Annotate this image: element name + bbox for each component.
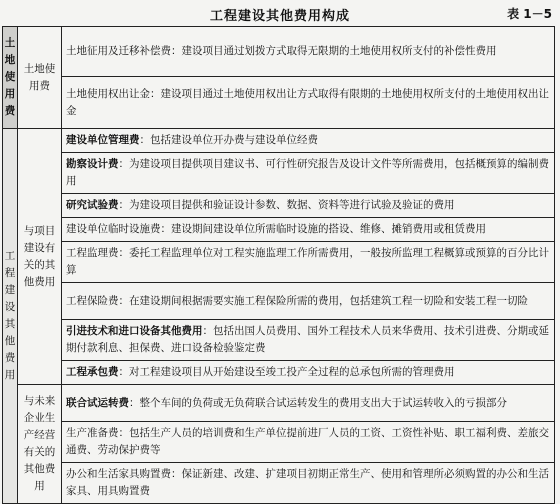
cost-item-cell: 建设单位临时设施费：建设期间建设单位所需临时设施的搭设、维修、摊销费用或租赁费用 xyxy=(62,218,555,242)
cost-item-cell: 研究试验费：为建设项目提供和验证设计参数、数据、资料等进行试验及验证的费用 xyxy=(62,194,555,218)
cost-item-cell: 生产准备费：包括生产人员的培训费和生产单位提前进厂人员的工资、工资性补贴、职工福利费、差旅交通费、劳动保护费等 xyxy=(62,422,555,463)
subcategory-cell-land: 土地使用费 xyxy=(18,27,62,129)
table-row xyxy=(3,422,555,463)
cost-composition-table xyxy=(2,26,555,504)
table-title: 工程建设其他费用构成 xyxy=(209,9,350,24)
table-row xyxy=(3,129,555,153)
table-row xyxy=(3,77,555,129)
cost-item-cell: 工程保险费：在建设期间根据需要实施工程保险所需的费用，包括建筑工程一切险和安装工程一切险 xyxy=(62,283,555,320)
table-row xyxy=(3,153,555,194)
table-row xyxy=(3,385,555,422)
table-row xyxy=(3,361,555,385)
table-row xyxy=(3,194,555,218)
cost-item-cell: 工程承包费：对工程建设项目从开始建设至竣工投产全过程的总承包所需的管理费用 xyxy=(62,361,555,385)
table-row xyxy=(3,320,555,361)
table-row xyxy=(3,27,555,77)
cost-item-cell: 建设单位管理费：包括建设单位开办费与建设单位经费 xyxy=(62,129,555,153)
land-requisition-cell: 土地征用及迁移补偿费：建设项目通过划拨方式取得无限期的土地使用权所支付的补偿性费用 xyxy=(62,27,555,77)
table-row xyxy=(3,242,555,283)
category-cell-other: 工程建设其他费用 xyxy=(3,129,18,504)
table-row xyxy=(3,463,555,504)
category-cell-land: 土地使用费 xyxy=(3,27,18,129)
table-number: 表 1－5 xyxy=(507,7,552,21)
cost-item-cell: 工程监理费：委托工程监理单位对工程实施监理工作所需费用，一般按所监理工程概算或预算的百分比计算 xyxy=(62,242,555,283)
table-row xyxy=(3,283,555,320)
cost-item-cell: 引进技术和进口设备其他费用：包括出国人员费用、国外工程技术人员来华费用、技术引进费、分期或延期付款利息、担保费、进口设备检验鉴定费 xyxy=(62,320,555,361)
cost-item-cell: 办公和生活家具购置费：保证新建、改建、扩建项目初期正常生产、使用和管理所必须购置的办公和生活家具、用具购置费 xyxy=(62,463,555,504)
cost-item-cell: 勘察设计费：为建设项目提供项目建议书、可行性研究报告及设计文件等所需费用，包括概预算的编制费用 xyxy=(62,153,555,194)
table-header xyxy=(0,0,560,26)
land-transfer-fee-cell: 土地使用权出让金：建设项目通过土地使用权出让方式取得有限期的土地使用权所支付的土地使用权出让金 xyxy=(62,77,555,129)
cost-item-cell: 联合试运转费：整个车间的负荷或无负荷联合试运转发生的费用支出大于试运转收入的亏损部分 xyxy=(62,385,555,422)
subcategory-cell-construction: 与项目建设有关的其他费用 xyxy=(18,129,62,385)
subcategory-cell-production: 与未来企业生产经营有关的其他费用 xyxy=(18,385,62,504)
table-row xyxy=(3,218,555,242)
